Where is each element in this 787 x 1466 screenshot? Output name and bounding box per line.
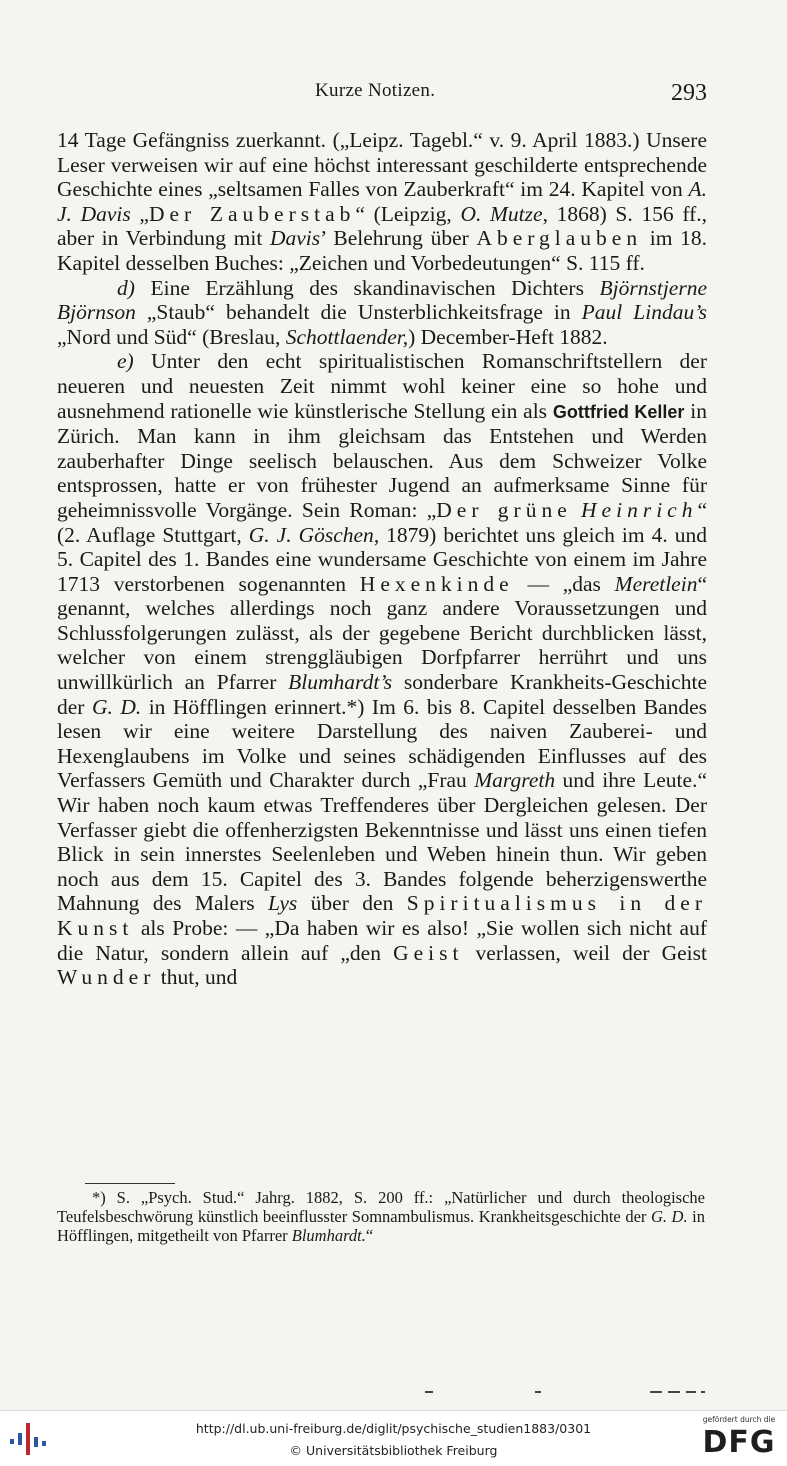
text-run: in Höfflingen, mitgetheilt von Pfarrer bbox=[57, 1207, 705, 1245]
dfg-letters: DFG bbox=[702, 1425, 776, 1460]
print-mark bbox=[425, 1391, 433, 1393]
person-name: Blumhardt. bbox=[291, 1226, 366, 1245]
text-run: Unter den echt spiritualistischen Romanschriftstellern der neueren und neuesten Zeit nimmt wohl keiner eine so hohe und ausnehmend rationelle wie künstlerische Stellung ein als bbox=[57, 349, 707, 423]
text-run: “ (Leipzig, bbox=[355, 201, 461, 226]
text-run: verlassen, weil der Geist bbox=[463, 940, 707, 965]
emphasis-word: Spiritualismus in der Kunst bbox=[57, 891, 707, 940]
text-run: in Höfflingen erinnert.*) Im 6. bis 8. Capitel desselben Bandes lesen wir eine weitere Darstellung des naiven Zauberei- und Hexenglaubens im Volke und seines schädigenden Einflusses auf des Verfassers Gemüth und Charakter durch „Frau bbox=[57, 694, 707, 793]
page-number: 293 bbox=[671, 80, 707, 106]
text-run: „Nord und Süd“ (Breslau, bbox=[57, 324, 286, 349]
person-initials: G. D. bbox=[650, 1207, 688, 1226]
text-run: “ (2. Auflage Stuttgart, bbox=[57, 497, 708, 547]
author-name: Paul Lindau’s bbox=[581, 300, 707, 325]
person-initials: G. D. bbox=[91, 694, 142, 719]
print-mark bbox=[668, 1391, 680, 1393]
book-title: Heinrich bbox=[581, 497, 698, 522]
text-run: , 1868) S. 156 ff., aber in Verbindung mit bbox=[57, 201, 708, 251]
body-text bbox=[57, 128, 707, 990]
print-mark bbox=[686, 1391, 696, 1393]
text-run: sonderbare Krankheits-Geschichte der bbox=[57, 670, 707, 719]
text-run: , 1879) berichtet uns gleich im 4. und 5. Capitel des 1. Bandes eine wundersame Geschichte von einem im Jahre 1713 verstorbenen sogenannten bbox=[57, 522, 707, 596]
book-title: Der Zauberstab bbox=[148, 201, 356, 226]
dfg-caption: gefördert durch die bbox=[702, 1415, 776, 1424]
text-run bbox=[572, 498, 581, 522]
viewer-footer bbox=[0, 1410, 787, 1466]
book-title: Der grüne bbox=[436, 497, 572, 522]
footnote-rule bbox=[85, 1183, 175, 1184]
text-run: ’ Belehrung über bbox=[320, 226, 477, 251]
footnote bbox=[57, 1188, 705, 1245]
character-name: Lys bbox=[268, 891, 298, 916]
text-run: als Probe: — „Da haben wir es also! „Sie wollen sich nicht auf die Natur, sondern allein auf „den bbox=[57, 916, 707, 965]
text-run: „Staub“ behandelt die Unsterblichkeitsfrage in bbox=[135, 300, 582, 325]
emphasis-word: Geist bbox=[393, 940, 464, 965]
text-run: ) December-Heft 1882. bbox=[408, 324, 608, 349]
text-run: — „das bbox=[513, 571, 615, 596]
paragraph-e bbox=[57, 349, 707, 989]
text-run: *) S. „Psych. Stud.“ Jahrg. 1882, S. 200 ff.: „Natürlicher und durch theologische Teufelsbeschwörung künstlich beeinflusster Somnambulismus. Krankheitsgeschichte der bbox=[57, 1188, 705, 1226]
character-name: Margreth bbox=[474, 768, 556, 793]
character-name: Meretlein bbox=[614, 571, 698, 596]
text-run: „ bbox=[130, 201, 149, 226]
print-mark bbox=[535, 1391, 541, 1393]
text-run: und ihre Leute.“ Wir haben noch kaum etwas Treffenderes über Dergleichen gelesen. Der Verfasser giebt die offenherzigsten Bekenntnisse und lässt uns einen tiefen Blick in sein innerstes Seelenleben und Weben hinein thun. Wir geben noch aus dem 15. Capitel des 3. Bandes folgende beherzigenswerthe Mahnung des Malers bbox=[57, 768, 707, 916]
text-run: “ genannt, welches allerdings noch ganz andere Voraussetzungen und Schlussfolgerungen zulässt, als der gegebene Bericht durchblicken lässt, welcher von einem strenggläubigen Dorfpfarrer herrührt und uns unwillkürlich an Pfarrer bbox=[57, 571, 707, 695]
text-run: über den bbox=[297, 891, 407, 916]
text-run: 14 Tage Gefängniss zuerkannt. („Leipz. Tagebl.“ v. 9. April 1883.) Unsere Leser verweisen wir auf eine höchst interessant geschilderte entsprechende Geschichte eines „seltsamen Falles von Zauberkraft“ im 24. Kapitel von bbox=[57, 128, 707, 202]
author-name: Davis bbox=[269, 226, 321, 251]
print-mark bbox=[650, 1391, 662, 1393]
text-run: in Zürich. Man kann in ihm gleichsam das Entstehen und Werden zauberhafter Dinge seelisch belauschen. Aus dem Schweizer Volke entsprossen, hatte er von frühester Jugend an aufmerksame Sinne für geheimnissvolle Vorgänge. Sein Roman: „ bbox=[57, 398, 707, 522]
paragraph-c bbox=[57, 128, 707, 276]
footnote-text bbox=[57, 1188, 705, 1245]
emphasis-word: Aberglauben bbox=[476, 226, 643, 251]
text-run: thut, und bbox=[155, 965, 238, 990]
section-label: e) bbox=[117, 349, 134, 374]
emphasis-word: Wunder bbox=[57, 965, 156, 990]
person-name: Blumhardt’s bbox=[288, 670, 393, 695]
author-name: Björnstjerne Björnson bbox=[57, 275, 707, 325]
publisher-name: G. J. Göschen bbox=[248, 522, 374, 547]
section-label: d) bbox=[117, 275, 135, 300]
copyright-notice: © Universitätsbibliothek Freiburg bbox=[289, 1443, 498, 1458]
dfg-logo bbox=[697, 1415, 781, 1463]
print-mark bbox=[701, 1391, 705, 1393]
running-title: Kurze Notizen. bbox=[315, 80, 436, 101]
paragraph-d bbox=[57, 276, 707, 350]
text-run: “ bbox=[365, 1226, 374, 1245]
publisher-name: Schottlaender, bbox=[285, 324, 409, 349]
text-run: Eine Erzählung des skandinavischen Dichters bbox=[134, 275, 600, 300]
permalink-url[interactable]: http://dl.ub.uni-freiburg.de/diglit/psychische_studien1883/0301 bbox=[195, 1421, 592, 1436]
running-head bbox=[57, 80, 707, 112]
publisher-name: O. Mutze bbox=[460, 201, 543, 226]
emphasis-word: Hexenkinde bbox=[359, 571, 514, 596]
author-name: Gottfried Keller bbox=[552, 401, 685, 422]
author-name: A. J. Davis bbox=[57, 177, 707, 226]
text-run: im 18. Kapitel desselben Buches: „Zeichen und Vorbedeutungen“ S. 115 ff. bbox=[57, 226, 708, 275]
